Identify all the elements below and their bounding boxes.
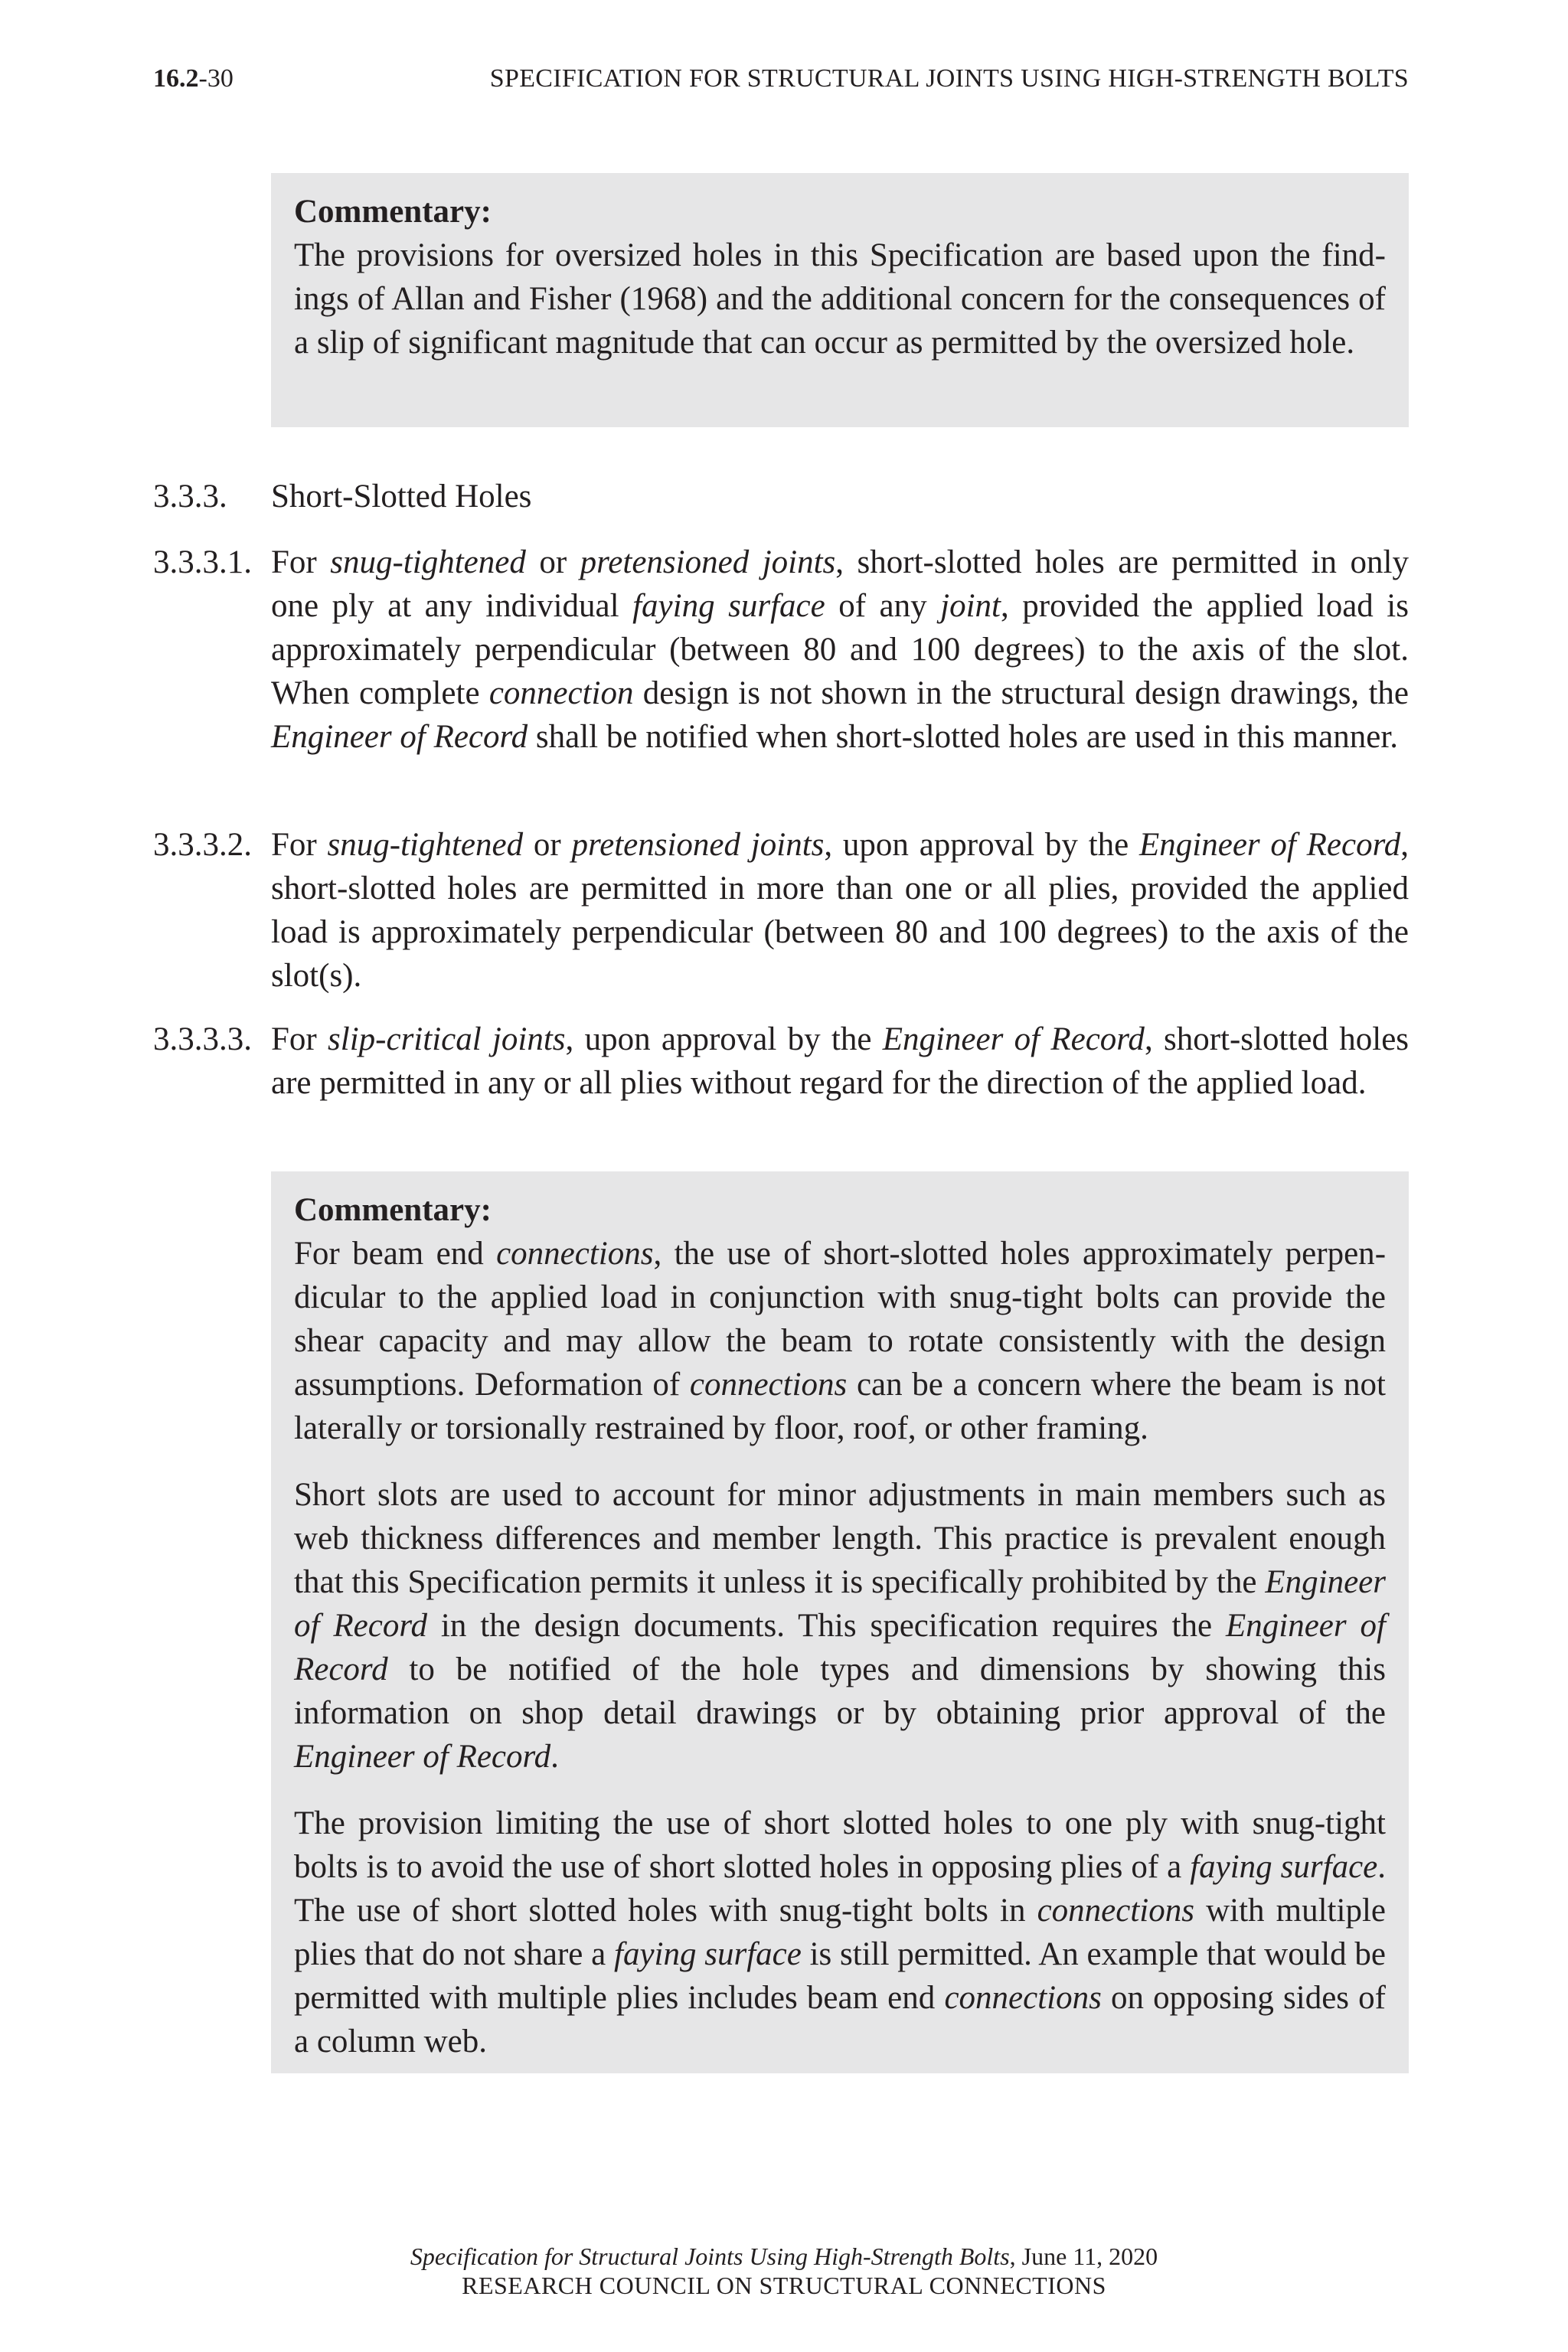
- footer-date: , June 11, 2020: [1009, 2243, 1158, 2270]
- running-title: SPECIFICATION FOR STRUCTURAL JOINTS USING HIGH-STRENGTH BOLTS: [489, 64, 1409, 93]
- text-run: , the use of short-slotted holes approximately perpendicular to the applied load in conjunction with snug-tight bolts can provide the shear capacity and may allow the beam to rotate consistently with the design assumptions. Deformation of: [294, 1236, 1387, 1403]
- text-run: with multiple plies that do not share a: [294, 1893, 1386, 1972]
- text-run: Short slots are used to account for minor adjustments in main members such as web thickness differences and member length. This practice is prevalent enough that this Specification permits it unless it is specifically prohibited by the: [294, 1477, 1386, 1600]
- italic-term: pretensioned joints: [580, 544, 836, 580]
- footer-citation: [0, 2242, 1568, 2271]
- text-run: For: [271, 827, 328, 863]
- text-run: shall be notified when short-slotted holes are used in this manner.: [528, 719, 1399, 755]
- text-run: .: [550, 1739, 559, 1775]
- italic-term: Engineer of Record: [271, 719, 528, 755]
- text-run: , upon approval by the: [824, 827, 1140, 863]
- italic-term: slip-critical joints: [328, 1021, 566, 1057]
- commentary-paragraph: [294, 1802, 1386, 2063]
- text-run: design is not shown in the structural design drawings, the: [633, 675, 1409, 711]
- section-number: 3.3.3.: [153, 479, 227, 514]
- text-run: , short-slotted holes are permitted in only one ply at any individual: [271, 544, 1409, 624]
- section-3-3-3-1: [153, 541, 1409, 801]
- page-number: [153, 64, 234, 93]
- italic-term: snug-tightened: [327, 827, 524, 863]
- footer-spec-title: Specification for Structural Joints Using High-Strength Bolts: [410, 2243, 1010, 2270]
- section-body: [271, 541, 1409, 759]
- text-run: , short-slotted holes are permitted in more than one or all plies, provided the applied load is approximately perpendicular (between 80 and 100 degrees) to the axis of the slot(s).: [271, 827, 1409, 994]
- text-run: or: [523, 827, 572, 863]
- italic-term: connections: [496, 1236, 654, 1272]
- italic-term: connections: [1037, 1893, 1194, 1929]
- italic-term: connections: [689, 1367, 848, 1403]
- section-title: Short-Slotted Holes: [271, 479, 532, 514]
- italic-term: snug-tightened: [330, 544, 526, 580]
- italic-term: Engineer of Record: [294, 1608, 1386, 1687]
- italic-term: Engineer of Record: [294, 1739, 551, 1775]
- section-3-3-3: [153, 475, 1409, 521]
- commentary-paragraph: [294, 1232, 1386, 1450]
- text-run: For beam end: [294, 1236, 497, 1272]
- text-run: in the design documents. This specification requires the: [426, 1608, 1226, 1644]
- page-footer: [0, 2242, 1568, 2300]
- italic-term: connection: [488, 675, 634, 711]
- page-header: [153, 64, 1409, 101]
- section-body: [271, 1018, 1409, 1105]
- text-run: For: [271, 1021, 328, 1057]
- text-run: of any: [825, 588, 941, 624]
- commentary-title: Commentary:: [294, 1192, 492, 1228]
- text-run: is still permitted. An example that would be permitted with multiple plies includes beam end: [294, 1936, 1387, 2016]
- commentary-title: Commentary:: [294, 194, 492, 230]
- text-run: . The use of short slotted holes with snug-tight bolts in: [294, 1849, 1386, 1929]
- italic-term: Engineer of Record: [882, 1021, 1145, 1057]
- text-run: The provisions for oversized holes in this Specification are based upon the findings of Allan and Fisher (1968) and the additional concern for the consequences of a slip of significant magnitude that can occur as permitted by the oversized hole.: [294, 237, 1386, 361]
- italic-term: connections: [944, 1980, 1102, 2016]
- section-number: 3.3.3.3.: [153, 1021, 252, 1057]
- section-number: 3.3.3.2.: [153, 827, 252, 863]
- commentary-paragraph: [294, 234, 1386, 364]
- italic-term: faying surface: [614, 1936, 802, 1972]
- section-3-3-3-3: [153, 1018, 1409, 1151]
- text-run: , upon approval by the: [565, 1021, 883, 1057]
- commentary-paragraph: [294, 1473, 1386, 1779]
- italic-term: Engineer of Record: [1139, 827, 1401, 863]
- italic-term: faying surface: [1190, 1849, 1378, 1885]
- section-number: 3.3.3.1.: [153, 544, 252, 580]
- italic-term: Engineer of Record: [294, 1564, 1386, 1644]
- text-run: For: [271, 544, 331, 580]
- italic-term: pretensioned joints: [571, 827, 825, 863]
- italic-term: faying surface: [632, 588, 825, 624]
- text-run: on opposing sides of a column web.: [294, 1980, 1386, 2060]
- text-run: , provided the applied load is approximately perpendicular (between 80 and 100 degrees) to the axis of the slot. When complete: [271, 588, 1409, 711]
- page-number-prefix: 16.2: [153, 64, 199, 93]
- text-run: can be a concern where the beam is not laterally or torsionally restrained by floor, roof, or other framing.: [294, 1367, 1386, 1446]
- page-number-suffix: -30: [198, 64, 234, 93]
- commentary-body: [294, 1232, 1386, 2063]
- commentary-box-short-slotted-holes: [271, 1171, 1409, 2073]
- commentary-box-oversized-holes: [271, 173, 1409, 427]
- text-run: or: [525, 544, 580, 580]
- text-run: to be notified of the hole types and dimensions by showing this information on shop detail drawings or by obtaining prior approval of the: [294, 1651, 1386, 1731]
- section-body: [271, 823, 1409, 998]
- footer-organization: RESEARCH COUNCIL ON STRUCTURAL CONNECTIONS: [462, 2272, 1106, 2299]
- italic-term: joint: [940, 588, 1001, 624]
- section-3-3-3-2: [153, 823, 1409, 999]
- commentary-body: [294, 234, 1386, 364]
- text-run: , short-slotted holes are permitted in any or all plies without regard for the direction of the applied load.: [271, 1021, 1410, 1101]
- text-run: The provision limiting the use of short slotted holes to one ply with snug-tight bolts is to avoid the use of short slotted holes in opposing plies of a: [294, 1805, 1386, 1885]
